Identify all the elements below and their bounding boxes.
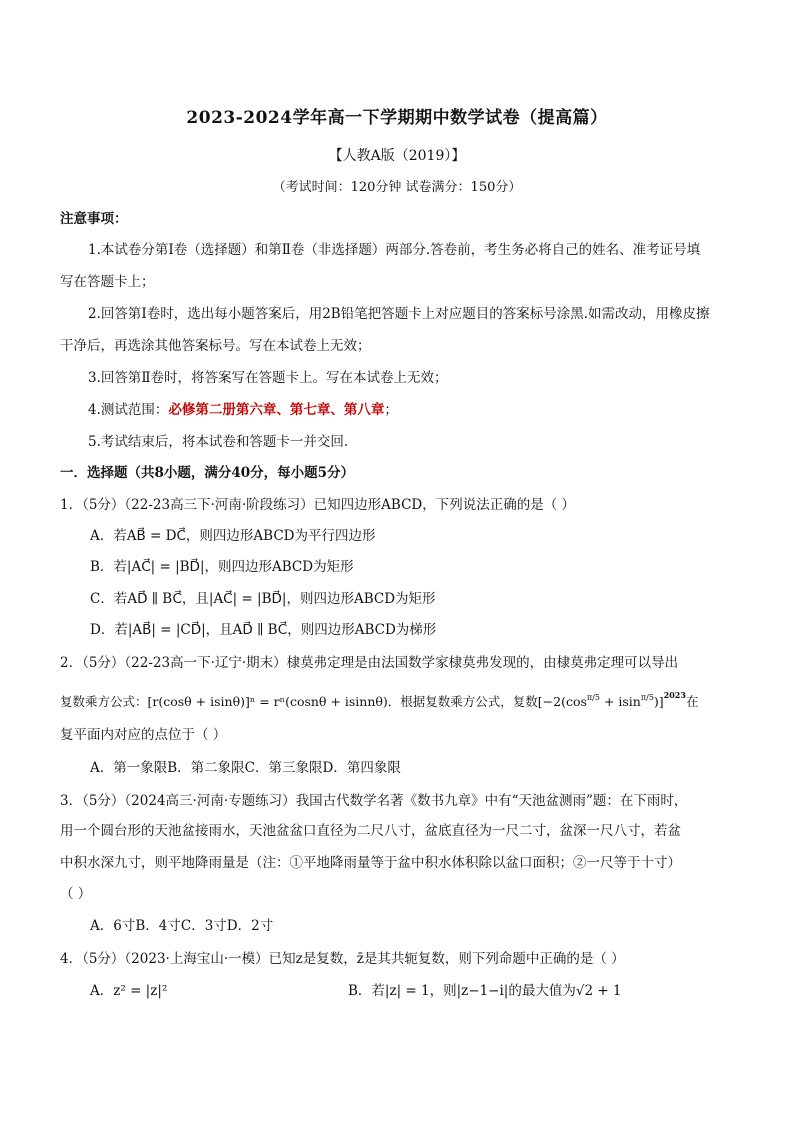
notice-item-3: 3.回答第Ⅱ卷时，将答案写在答题卡上。写在本试卷上无效； (88, 370, 448, 386)
question-4-stem: 4．（5分）（2023·上海宝山·一模）已知z是复数，z̄是其共轭复数，则下列命题中正确的是（ ） (60, 951, 625, 967)
question-2-options (90, 760, 401, 778)
question-3-stem-line-3: 中积水深九寸，则平地降雨量是（注：①平地降雨量等于盆中积水体积除以盆口面积；②一尺等于十寸） (60, 855, 681, 871)
question-2-formula-mid: + isin (599, 694, 641, 709)
question-2-option-d: D．第四象限 (322, 760, 401, 776)
question-2-option-c: C．第三象限 (244, 760, 323, 776)
edition-label: 【人教A版（2019）】 (328, 148, 466, 164)
question-3-option-d: D．2寸 (226, 918, 274, 934)
question-3-stem-line-4: （ ） (60, 886, 92, 902)
question-2-option-a: A．第一象限 (90, 760, 168, 776)
notice-item-4-prefix: 4.测试范围： (88, 402, 169, 418)
question-2-option-b: B．第二象限 (167, 760, 245, 776)
notice-item-1-line-2: 写在答题卡上； (60, 274, 155, 290)
question-1-stem: 1．（5分）（22-23高三下·河南·阶段练习）已知四边形ABCD，下列说法正确的是（ ） (60, 497, 576, 513)
question-3-options (90, 918, 273, 936)
notice-item-2-line-2: 干净后，再选涂其他答案标号。写在本试卷上无效； (60, 338, 371, 354)
question-3-option-c: C．3寸 (180, 918, 227, 934)
question-3-option-b: B．4寸 (135, 918, 181, 934)
question-2-stem-line-3: 复平面内对应的点位于（ ） (60, 727, 227, 743)
notice-item-4-suffix: ； (384, 402, 398, 418)
question-3-option-a: A．6寸 (90, 918, 136, 934)
question-3-stem-line-2: 用一个圆台形的天池盆接雨水，天池盆盆口直径为二尺八寸，盆底直径为一尺二寸，盆深一尺八寸，若盆 (60, 823, 681, 839)
question-2-formula: 复数乘方公式：[r(cosθ + isinθ)]ⁿ = rⁿ(cosnθ + isinnθ)．根据复数乘方公式，复数[−2(cos (60, 694, 587, 709)
question-2-stem-line-2 (60, 690, 698, 710)
question-1-option-b: B．若|AC⃗| = |BD⃗|，则四边形ABCD为矩形 (90, 559, 354, 575)
exam-info: （考试时间：120分钟 试卷满分：150分） (272, 180, 522, 195)
test-range: 必修第二册第六章、第七章、第八章 (168, 402, 385, 418)
question-2-frac-2: π/5 (640, 693, 654, 702)
notice-item-4 (88, 402, 398, 420)
notice-item-2-line-1: 2.回答第Ⅰ卷时，选出每小题答案后，用2B铅笔把答题卡上对应题目的答案标号涂黑.如需改动，用橡皮擦 (88, 306, 710, 322)
notice-heading: 注意事项： (60, 211, 128, 227)
question-4-option-b: B．若|z| = 1，则|z−1−i|的最大值为√2 + 1 (348, 983, 622, 999)
notice-item-1-line-1: 1.本试卷分第Ⅰ卷（选择题）和第Ⅱ卷（非选择题）两部分.答卷前，考生务必将自己的姓名、准考证号填 (88, 242, 701, 258)
question-2-stem-line-1: 2．（5分）（22-23高一下·辽宁·期末）棣莫弗定理是由法国数学家棣莫弗发现的，由棣莫弗定理可以导出 (60, 655, 679, 671)
notice-item-5: 5.考试结束后，将本试卷和答题卡一并交回. (88, 434, 349, 450)
question-2-formula-close: )] (653, 694, 664, 709)
question-2-exponent: 2023 (663, 690, 686, 700)
question-3-stem-line-1: 3．（5分）（2024高三·河南·专题练习）我国古代数学名著《数书九章》中有“天池盆测雨”题：在下雨时， (60, 793, 688, 809)
question-4-option-a: A．z² = |z|² (90, 983, 168, 999)
question-2-formula-tail: 在 (685, 694, 699, 709)
question-1-option-c: C．若AD⃗ ∥ BC⃗，且|AC⃗| = |BD⃗|，则四边形ABCD为矩形 (90, 591, 436, 607)
question-1-option-a: A．若AB⃗ = DC⃗，则四边形ABCD为平行四边形 (90, 528, 376, 544)
section-heading: 一．选择题（共8小题，满分40分，每小题5分） (60, 465, 355, 481)
question-1-option-d: D．若|AB⃗| = |CD⃗|，且AD⃗ ∥ BC⃗，则四边形ABCD为梯形 (90, 622, 437, 638)
question-2-frac-1: π/5 (586, 693, 600, 702)
page-title: 2023-2024学年高一下学期期中数学试卷（提高篇） (186, 108, 608, 128)
